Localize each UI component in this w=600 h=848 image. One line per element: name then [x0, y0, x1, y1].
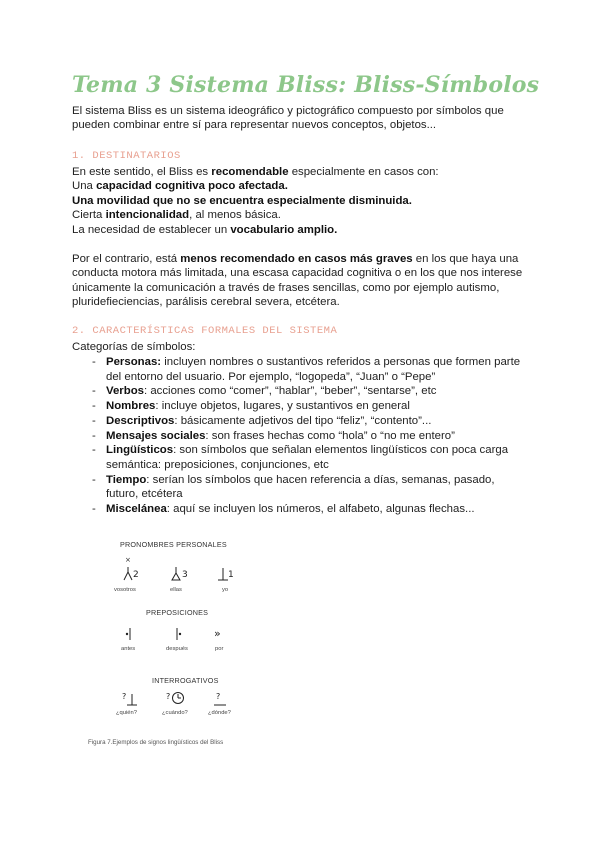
figure-group-title-preposiciones: PREPOSICIONES [146, 608, 209, 617]
section-heading-destinatarios: 1. DESTINATARIOS [72, 150, 181, 162]
bliss-mark: 1 [228, 570, 234, 580]
contrary-paragraph: Por el contrario, está menos recomendado en casos más graves en los que haya una conducta motora más limitada, una escasa capacidad cognitiva o en los que nos interese únicamente la comunicación a través de frases sencillas, como por ejemplo autismo, pluridefieciencias, parálisis cerebral severa, etcétera. [72, 253, 523, 309]
bliss-despues-icon [177, 628, 181, 640]
figure-group-title-interrogativos: INTERROGATIVOS [152, 676, 219, 685]
bliss-antes-icon [126, 628, 130, 640]
text-line: Una capacidad cognitiva poco afectada. [72, 180, 288, 193]
text-line: Una movilidad que no se encuentra especialmente disminuida. [72, 194, 412, 207]
bliss-mark: × [125, 556, 131, 564]
bliss-ellas-icon [172, 567, 180, 580]
bliss-figure [88, 530, 278, 755]
list-item: - Lingüísticos: son símbolos que señalan elementos lingüísticos con poca carga semántica: preposiciones, conjunciones, etc [92, 443, 522, 472]
figure-caption: Figura 7.Ejemplos de signos lingüísticos del Bliss [88, 739, 224, 746]
categories-label: Categorías de símbolos: [72, 341, 196, 353]
question-mark-icon: ? [166, 692, 171, 701]
bliss-mark: 2 [133, 570, 139, 580]
section-heading-caracteristicas: 2. CARACTERÍSTICAS FORMALES DEL SISTEMA [72, 325, 338, 337]
figure-label: ¿cuándo? [162, 710, 188, 716]
list-item: - Nombres: incluye objetos, lugares, y sustantivos en general [92, 399, 522, 414]
list-item: - Descriptivos: básicamente adjetivos del tipo “feliz”, “contento”... [92, 414, 522, 429]
list-item: - Miscelánea: aquí se incluyen los números, el alfabeto, algunas flechas... [92, 502, 522, 517]
page-title: Tema 3 Sistema Bliss: Bliss-Símbolos [72, 72, 540, 98]
figure-group-title-pronombres: PRONOMBRES PERSONALES [120, 540, 227, 549]
bliss-quien-icon [127, 694, 137, 705]
text-line: La necesidad de establecer un vocabulario amplio. [72, 223, 338, 236]
bliss-por-icon: » [214, 627, 221, 640]
categories-list [92, 355, 522, 517]
figure-label: vosotros [114, 587, 136, 593]
question-mark-icon: ? [216, 692, 221, 701]
bliss-mark: 3 [182, 570, 188, 580]
figure-label: ¿dónde? [208, 710, 231, 716]
figure-label: después [166, 646, 188, 652]
figure-label: antes [121, 646, 136, 652]
list-item: - Tiempo: serían los símbolos que hacen referencia a días, semanas, pasado, futuro, etcétera [92, 473, 522, 502]
figure-label: por [215, 646, 224, 652]
bliss-cuando-icon [173, 693, 184, 704]
bliss-yo-icon [218, 568, 228, 580]
section-destinatarios [72, 165, 532, 237]
intro-paragraph: El sistema Bliss es un sistema ideográfico y pictográfico compuesto por símbolos que pueden combinar entre sí para representar nuevos conceptos, objetos... [72, 105, 504, 132]
list-item: - Personas: incluyen nombres o sustantivos referidos a personas que formen parte del entorno del usuario. Por ejemplo, “logopeda”, “Juan” o “Pepe” [92, 355, 522, 384]
figure-label: ellas [170, 587, 182, 593]
list-item: - Verbos: acciones como “comer”, “hablar”, “beber”, “sentarse”, etc [92, 384, 522, 399]
bliss-symbols-svg [88, 530, 278, 735]
text-line: En este sentido, el Bliss es recomendable especialmente en casos con: [72, 166, 439, 178]
figure-label: ¿quién? [116, 710, 137, 716]
list-item: - Mensajes sociales: son frases hechas como “hola” o “no me entero” [92, 429, 522, 444]
figure-label: yo [222, 587, 229, 593]
text-line: Cierta intencionalidad, al menos básica. [72, 209, 281, 222]
question-mark-icon: ? [122, 692, 127, 701]
bliss-vosotros-icon [124, 567, 132, 580]
